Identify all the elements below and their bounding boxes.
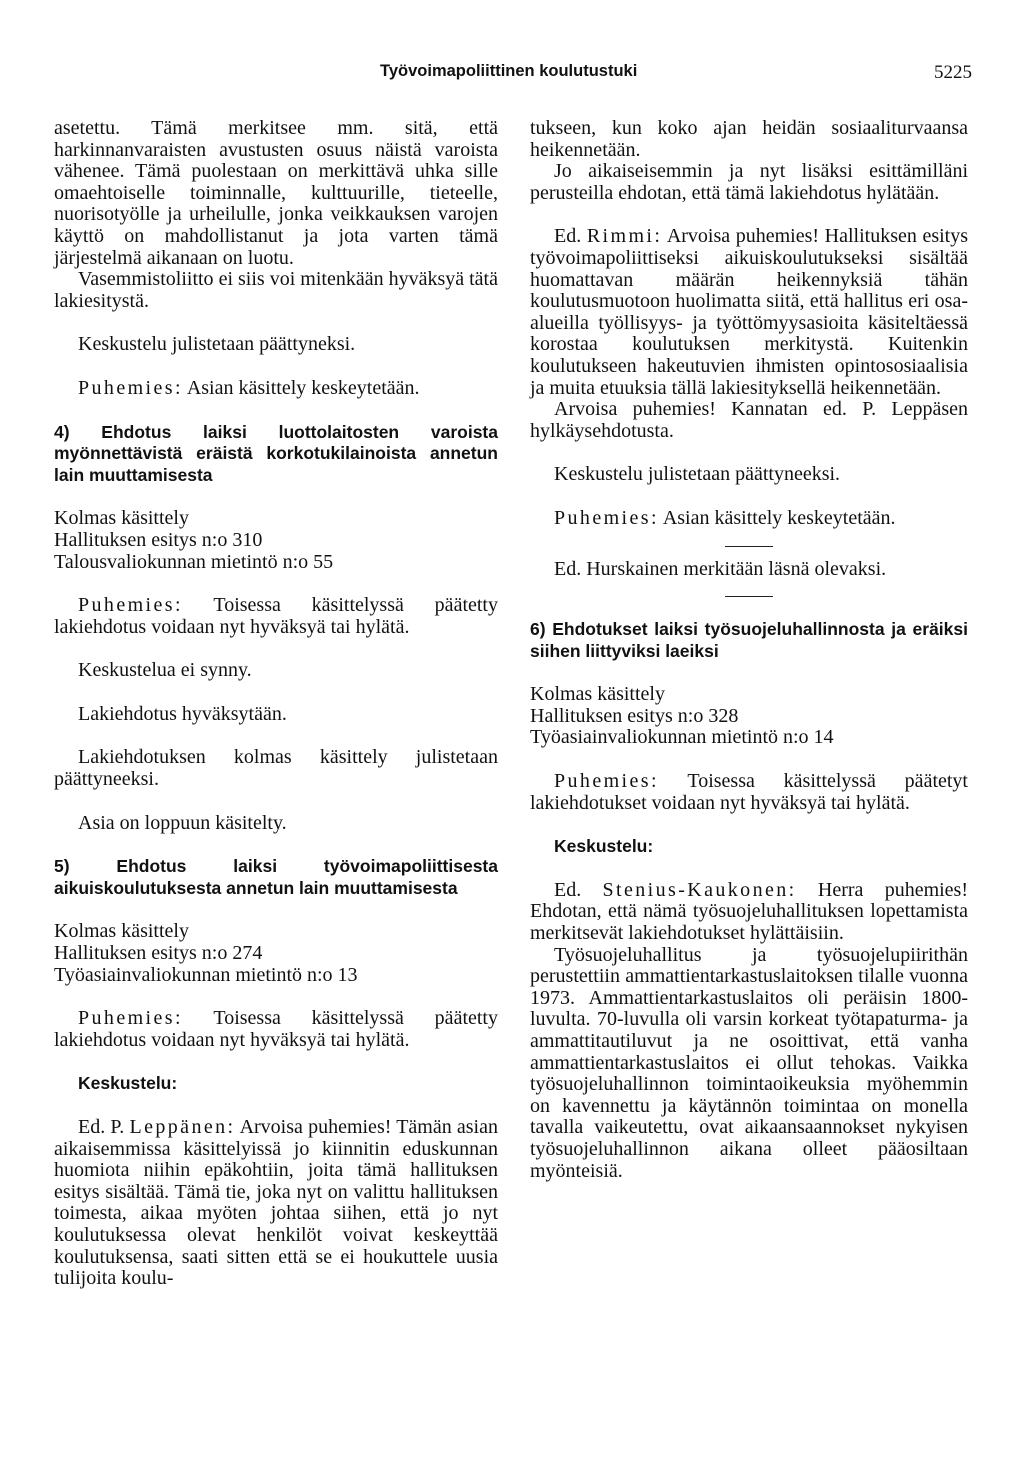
discussion-heading: Keskustelu: bbox=[78, 1073, 178, 1094]
paragraph: Lakiehdotus hyväksytään. bbox=[78, 702, 287, 725]
discussion-heading: Keskustelu: bbox=[554, 836, 654, 857]
speaker-name: Leppänen: bbox=[129, 1116, 236, 1138]
speech-text: Toisessa käsittelyssä päätetty lakiehdotus voidaan nyt hyväksyä tai hylätä. bbox=[54, 1007, 498, 1051]
speaker-prefix: Ed. bbox=[554, 878, 603, 901]
speech-text: Arvoisa puhemies! Hallituksen esitys työvoimapoliittiseksi aikuiskoulutukseksi sisältää huomattavan määrän heikennyksiä tähän koulutusmuotoon huolimatta siitä, että hallitus eri osa-alueilla työllisyys- ja työttömyysasioita käsiteltäessä korostaa koulutuksen merkitystä. Kuitenkin koulutukseen hakeutuvien ihmisten opintososiaalisia ja muita etuuksia tällä lakiesityksellä heikennetään. bbox=[530, 225, 968, 399]
speaker-name: Rimmi: bbox=[586, 225, 663, 248]
section-divider bbox=[725, 546, 773, 547]
section-heading-6: 6) Ehdotukset laiksi työsuojeluhallinnosta ja eräiksi siihen liittyviksi laeiksi bbox=[530, 619, 968, 661]
speaker-paragraph bbox=[530, 880, 968, 945]
section-heading-4: 4) Ehdotus laiksi luottolaitosten varoista myönnettävistä eräistä korkotukilainoista annetun lain muuttamisesta bbox=[54, 421, 498, 485]
committee-report: Talousvaliokunnan mietintö n:o 55 bbox=[54, 550, 334, 573]
section-divider bbox=[725, 596, 773, 597]
page-number: 5225 bbox=[934, 62, 972, 83]
committee-report: Työasiainvaliokunnan mietintö n:o 14 bbox=[530, 726, 834, 749]
speech-text: Toisessa käsittelyssä päätetyt lakiehdotukset voidaan nyt hyväksyä tai hylätä. bbox=[530, 770, 968, 814]
speaker-name: Puhemies: bbox=[554, 770, 659, 793]
section-heading-5: 5) Ehdotus laiksi työvoimapoliittisesta aikuiskoulutuksesta annetun lain muuttamisesta bbox=[54, 856, 498, 898]
speaker-prefix: Ed. bbox=[554, 225, 587, 248]
running-header: Työvoimapoliittinen koulutustuki bbox=[380, 62, 638, 80]
speaker-name: Puhemies: bbox=[78, 1007, 183, 1030]
left-column bbox=[54, 118, 498, 1290]
government-bill: Hallituksen esitys n:o 310 bbox=[54, 528, 263, 551]
government-bill: Hallituksen esitys n:o 328 bbox=[530, 704, 739, 727]
speech-text: Toisessa käsittelyssä päätetty lakiehdotus voidaan nyt hyväksyä tai hylätä. bbox=[54, 594, 498, 638]
speaker-prefix: Ed. P. bbox=[78, 1116, 130, 1138]
reading-stage: Kolmas käsittely bbox=[54, 920, 189, 943]
paragraph: Vasemmistoliitto ei siis voi mitenkään hyväksyä tätä lakiesitystä. bbox=[54, 268, 498, 312]
reading-stage: Kolmas käsittely bbox=[54, 507, 189, 530]
committee-report: Työasiainvaliokunnan mietintö n:o 13 bbox=[54, 963, 358, 986]
speaker-paragraph bbox=[54, 1008, 498, 1051]
paragraph: Lakiehdotuksen kolmas käsittely julistetaan päättyneeksi. bbox=[54, 746, 498, 791]
speaker-paragraph bbox=[530, 226, 968, 399]
speech-text: Arvoisa puhemies! Tämän asian aikaisemmissa käsittelyissä jo kiinnitin eduskunnan huomiota niihin epäkohtiin, joita tämä hallituksen esitys sisältää. Tämä tie, joka nyt on valittu hallituksen toimesta, aikaa myöten johtaa siihen, että jo nyt koulutuksessa olevat henkilöt voivat keskeyttää koulutuksensa, saati sitten että se ei houkuttele uusia tulijoita koulu- bbox=[54, 1116, 498, 1290]
speech-text: Asian käsittely keskeytetään. bbox=[658, 506, 896, 529]
speaker-paragraph bbox=[530, 508, 968, 530]
paragraph: tukseen, kun koko ajan heidän sosiaaliturvaansa heikennetään. bbox=[530, 117, 968, 161]
speaker-paragraph bbox=[54, 378, 498, 400]
paragraph: Keskustelua ei synny. bbox=[78, 659, 252, 682]
paragraph: Arvoisa puhemies! Kannatan ed. P. Leppäsen hylkäysehdotusta. bbox=[530, 398, 968, 442]
paragraph: Asia on loppuun käsitelty. bbox=[78, 811, 287, 834]
speech-text: Asian käsittely keskeytetään. bbox=[182, 376, 420, 399]
speech-text: Herra puhemies! Ehdotan, että nämä työsuojeluhallituksen lopettamista merkitsevät lakiehdotukset hylättäisiin. bbox=[530, 878, 969, 945]
reading-stage: Kolmas käsittely bbox=[530, 683, 665, 706]
speaker-paragraph bbox=[54, 1117, 498, 1290]
speaker-name: Puhemies: bbox=[78, 594, 183, 617]
right-column bbox=[530, 118, 968, 1182]
paragraph: Ed. Hurskainen merkitään läsnä olevaksi. bbox=[554, 557, 887, 580]
speaker-name: Puhemies: bbox=[554, 506, 659, 529]
paragraph: Keskustelu julistetaan päättyneksi. bbox=[78, 333, 356, 356]
speaker-name: Puhemies: bbox=[78, 376, 183, 399]
paragraph: Keskustelu julistetaan päättyneeksi. bbox=[554, 463, 841, 486]
speaker-name: Stenius-Kaukonen: bbox=[602, 878, 797, 901]
speaker-paragraph bbox=[530, 771, 968, 814]
paragraph: Työsuojeluhallitus ja työsuojelupiirithän perustettiin ammattientarkastuslaitoksen tilalle vuonna 1973. Ammattientarkastuslaitos oli peräisin 1800-luvulta. 70-luvulla oli varsin korkeat työtapaturma- ja ammattitautiluvut ja ne osoittivat, että vanha ammattientarkastuslaitos ei ollut tehokas. Vaikka työsuojeluhallinnon toimintaoikeuksia myöhemmin on kavennettu ja käytännön toimintaa on monella tavalla vaikeutettu, ovat aikaansaannokset nykyisen työsuojeluhallinnon aikana olleet pääosiltaan myönteisiä. bbox=[530, 943, 968, 1182]
paragraph: asetettu. Tämä merkitsee mm. sitä, että harkinnanvaraisten avustusten osuus näistä varoista vähenee. Tämä puolestaan on merkittävä uhka sille omaehtoiselle toiminnalle, kulttuurille, tieteelle, nuorisotyölle ja urheilulle, jonka veikkauksen varojen käyttö on mahdollistanut ja jota varten tämä järjestelmä aikanaan on luotu. bbox=[54, 117, 498, 269]
paragraph: Jo aikaiseisemmin ja nyt lisäksi esittämilläni perusteilla ehdotan, että tämä lakiehdotus hylätään. bbox=[530, 160, 968, 204]
speaker-paragraph bbox=[54, 595, 498, 638]
government-bill: Hallituksen esitys n:o 274 bbox=[54, 942, 263, 965]
